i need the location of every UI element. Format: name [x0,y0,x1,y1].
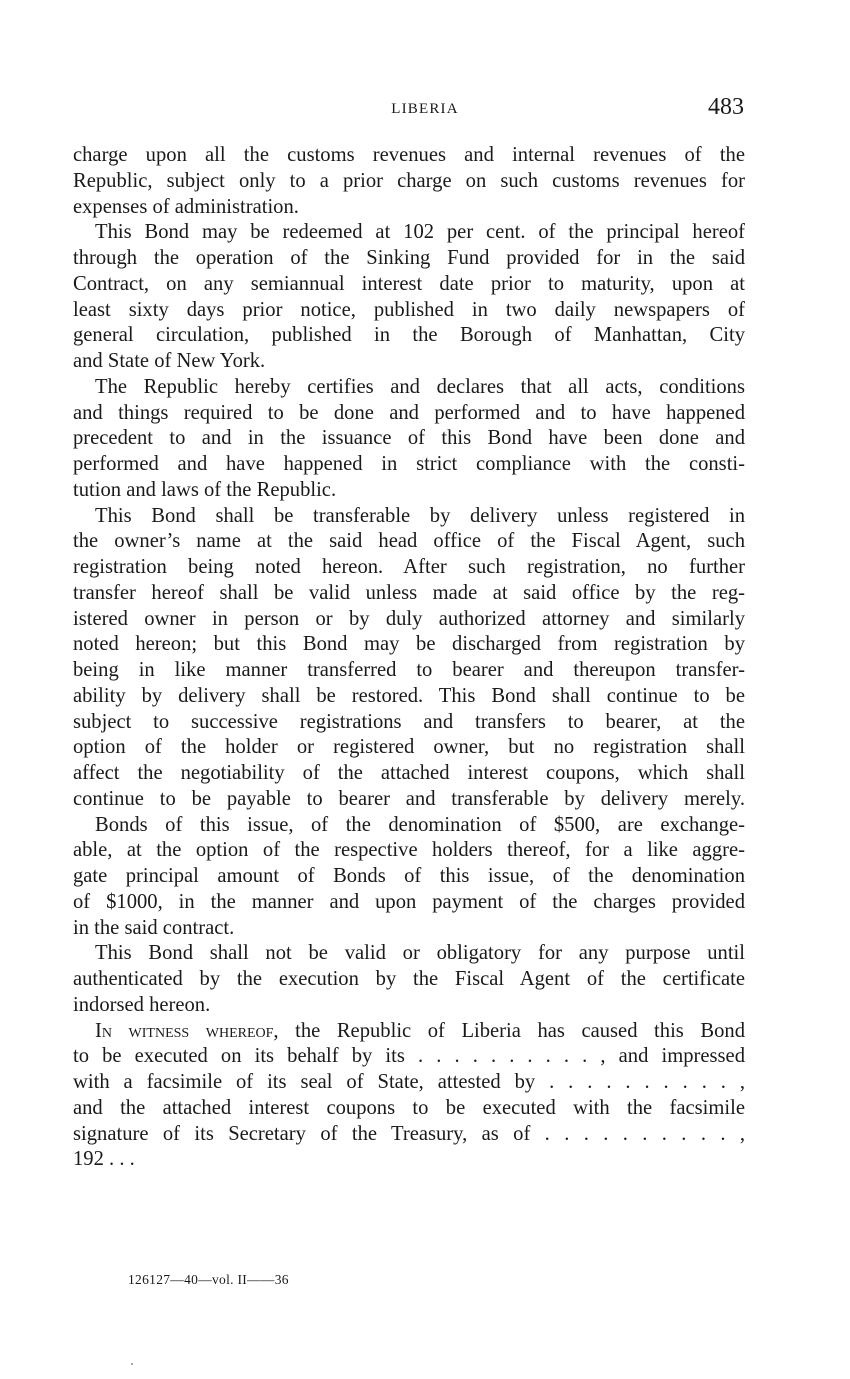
text-line: authenticated by the execution by the Fiscal Agent of the certificate [73,968,745,990]
body-text [73,143,745,1173]
paragraph [73,220,745,375]
text-line: noted hereon; but this Bond may be discharged from registration by [73,633,745,656]
text-line: and the attached interest coupons to be executed with the facsimile [73,1096,745,1119]
witness-lead: In witness whereof [95,1019,274,1042]
paragraph [73,941,745,1018]
text-line: This Bond shall be transferable by delivery unless registered in [95,504,745,527]
text-line: least sixty days prior notice, published in two daily newspapers of [73,298,745,321]
print-code-footer: 126127—40—vol. II——36 [128,1272,289,1287]
text-line: and things required to be done and performed and to have happened [73,401,745,424]
text-line: ability by delivery shall be restored. This Bond shall continue to be [73,684,745,707]
paragraph [73,375,745,504]
text-line: able, at the option of the respective holders thereof, for a like aggre- [73,839,745,862]
text-line: with a facsimile of its seal of State, attested by . . . . . . . . . . , [73,1071,745,1093]
text-line: performed and have happened in strict compliance with the consti- [73,453,745,475]
text-line: 192 . . . [73,1148,135,1171]
text-line: and State of New York. [73,350,266,372]
text-line: expenses of administration. [73,195,299,218]
text-line [73,1019,745,1045]
text-line: general circulation, published in the Borough of Manhattan, City [73,324,745,347]
text-line: Contract, on any semiannual interest date prior to maturity, upon at [73,272,745,295]
paragraph [73,504,745,813]
witness-paragraph [73,1019,745,1174]
paper-speck [131,1363,133,1365]
text-line: signature of its Secretary of the Treasury, as of . . . . . . . . . . , [73,1122,745,1145]
text-line: subject to successive registrations and transfers to bearer, at the [73,710,745,733]
text-line: of $1000, in the manner and upon payment of the charges provided [73,890,745,913]
text-line: charge upon all the customs revenues and internal revenues of the [73,144,745,166]
witness-first-line-rest: , the Republic of Liberia has caused this Bond [273,1019,745,1042]
text-line: precedent to and in the issuance of this Bond have been done and [73,427,745,450]
text-line: being in like manner transferred to bearer and thereupon transfer- [73,659,745,681]
text-line: registration being noted hereon. After such registration, no further [73,556,745,578]
text-line: transfer hereof shall be valid unless made at said office by the reg- [73,581,745,604]
text-line: option of the holder or registered owner, but no registration shall [73,736,745,759]
text-line: affect the negotiability of the attached interest coupons, which shall [73,762,745,784]
text-line: This Bond may be redeemed at 102 per cent. of the principal hereof [95,221,745,244]
text-line: This Bond shall not be valid or obligatory for any purpose until [95,942,745,965]
paragraph [73,813,745,942]
text-line: istered owner in person or by duly authorized attorney and similarly [73,607,745,630]
text-line: Bonds of this issue, of the denomination of $500, are exchange- [95,813,745,836]
text-line: continue to be payable to bearer and transferable by delivery merely. [73,787,745,810]
text-line: gate principal amount of Bonds of this issue, of the denomination [73,865,745,887]
page-number: 483 [708,94,744,120]
paragraph [73,143,745,220]
text-line: the owner’s name at the said head office of the Fiscal Agent, such [73,530,745,553]
text-line: indorsed hereon. [73,993,211,1016]
running-title: LIBERIA [391,101,459,117]
text-line: through the operation of the Sinking Fund provided for in the said [73,247,745,269]
text-line: tution and laws of the Republic. [73,478,337,501]
text-line: to be executed on its behalf by its . . . . . . . . . . , and impressed [73,1045,745,1068]
text-line: The Republic hereby certifies and declares that all acts, conditions [95,375,745,398]
text-line: in the said contract. [73,916,235,939]
text-line: Republic, subject only to a prior charge on such customs revenues for [73,169,745,192]
